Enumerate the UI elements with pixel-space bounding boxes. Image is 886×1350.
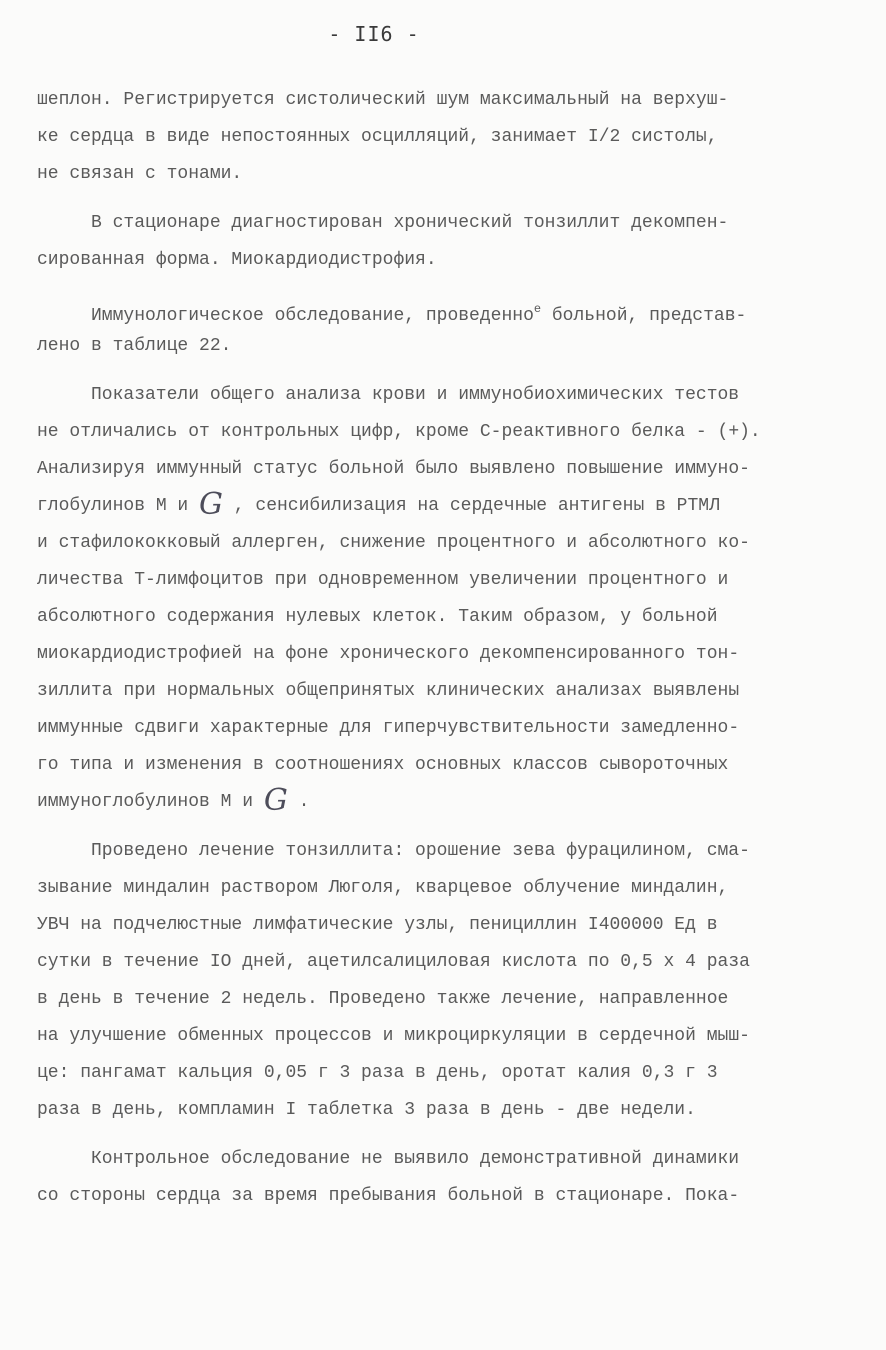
- text-line: зывание миндалин раствором Люголя, кварцевое облучение миндалин,: [37, 878, 729, 898]
- paragraph-3: [37, 291, 857, 365]
- text-line: [37, 784, 857, 821]
- paragraph-4: [37, 377, 857, 821]
- text-line: сутки в течение IO дней, ацетилсалициловая кислота по 0,5 х 4 раза: [37, 952, 750, 972]
- paragraph-5: [37, 833, 857, 1129]
- text-line: УВЧ на подчелюстные лимфатические узлы, пенициллин I400000 Ед в: [37, 915, 718, 935]
- text-line: [37, 488, 857, 525]
- handwritten-letter: G: [199, 487, 223, 522]
- paragraph-6: [37, 1141, 857, 1215]
- text-line: ке сердца в виде непостоянных осцилляций, занимает I/2 систолы,: [37, 127, 718, 147]
- text-line: Проведено лечение тонзиллита: орошение зева фурацилином, сма-: [91, 841, 750, 861]
- paragraph-1: [37, 82, 857, 193]
- text-line: и стафилококковый аллерген, снижение процентного и абсолютного ко-: [37, 533, 750, 553]
- text-line: сированная форма. Миокардиодистрофия.: [37, 250, 437, 270]
- text-fragment: Иммунологическое обследование, проведенно: [91, 306, 534, 326]
- text-line: иммунные сдвиги характерные для гиперчувствительности замедленно-: [37, 718, 740, 738]
- text-line: миокардиодистрофией на фоне хронического декомпенсированного тон-: [37, 644, 740, 664]
- text-line: це: пангамат кальция 0,05 г 3 раза в день, оротат калия 0,3 г 3: [37, 1063, 718, 1083]
- paragraph-2: [37, 205, 857, 279]
- text-fragment: .: [287, 792, 310, 812]
- text-line: не отличались от контрольных цифр, кроме С-реактивного белка - (+).: [37, 422, 761, 442]
- text-fragment: больной, представ-: [541, 306, 747, 326]
- text-fragment: иммуноглобулинов М и: [37, 792, 264, 812]
- page-number: - II6 -: [328, 22, 420, 46]
- text-line: со стороны сердца за время пребывания больной в стационаре. Пока-: [37, 1186, 740, 1206]
- text-line: не связан с тонами.: [37, 164, 243, 184]
- text-line: в день в течение 2 недель. Проведено также лечение, направленное: [37, 989, 729, 1009]
- text-line: Анализируя иммунный статус больной было выявлено повышение иммуно-: [37, 459, 750, 479]
- text-line: В стационаре диагностирован хронический тонзиллит декомпен-: [91, 213, 729, 233]
- superscript-letter: е: [533, 302, 542, 316]
- text-line: Контрольное обследование не выявило демонстративной динамики: [91, 1149, 740, 1169]
- text-line: шеплон. Регистрируется систолический шум максимальный на верхуш-: [37, 90, 729, 110]
- text-line: [37, 291, 857, 328]
- text-line: Показатели общего анализа крови и иммунобиохимических тестов: [91, 385, 740, 405]
- text-line: го типа и изменения в соотношениях основных классов сывороточных: [37, 755, 729, 775]
- text-fragment: , сенсибилизация на сердечные антигены в РТМЛ: [223, 496, 720, 516]
- text-line: личества Т-лимфоцитов при одновременном увеличении процентного и: [37, 570, 729, 590]
- text-line: абсолютного содержания нулевых клеток. Таким образом, у больной: [37, 607, 718, 627]
- handwritten-letter: G: [263, 783, 288, 818]
- table-number: 22.: [199, 336, 232, 356]
- text-line: [37, 328, 857, 365]
- text-line: раза в день, компламин I таблетка 3 раза в день - две недели.: [37, 1100, 696, 1120]
- text-fragment: лено в таблице: [37, 336, 200, 356]
- text-fragment: глобулинов М и: [37, 496, 200, 516]
- text-line: зиллита при нормальных общепринятых клинических анализах выявлены: [37, 681, 740, 701]
- text-line: на улучшение обменных процессов и микроциркуляции в сердечной мыш-: [37, 1026, 750, 1046]
- body-text: [37, 82, 857, 1215]
